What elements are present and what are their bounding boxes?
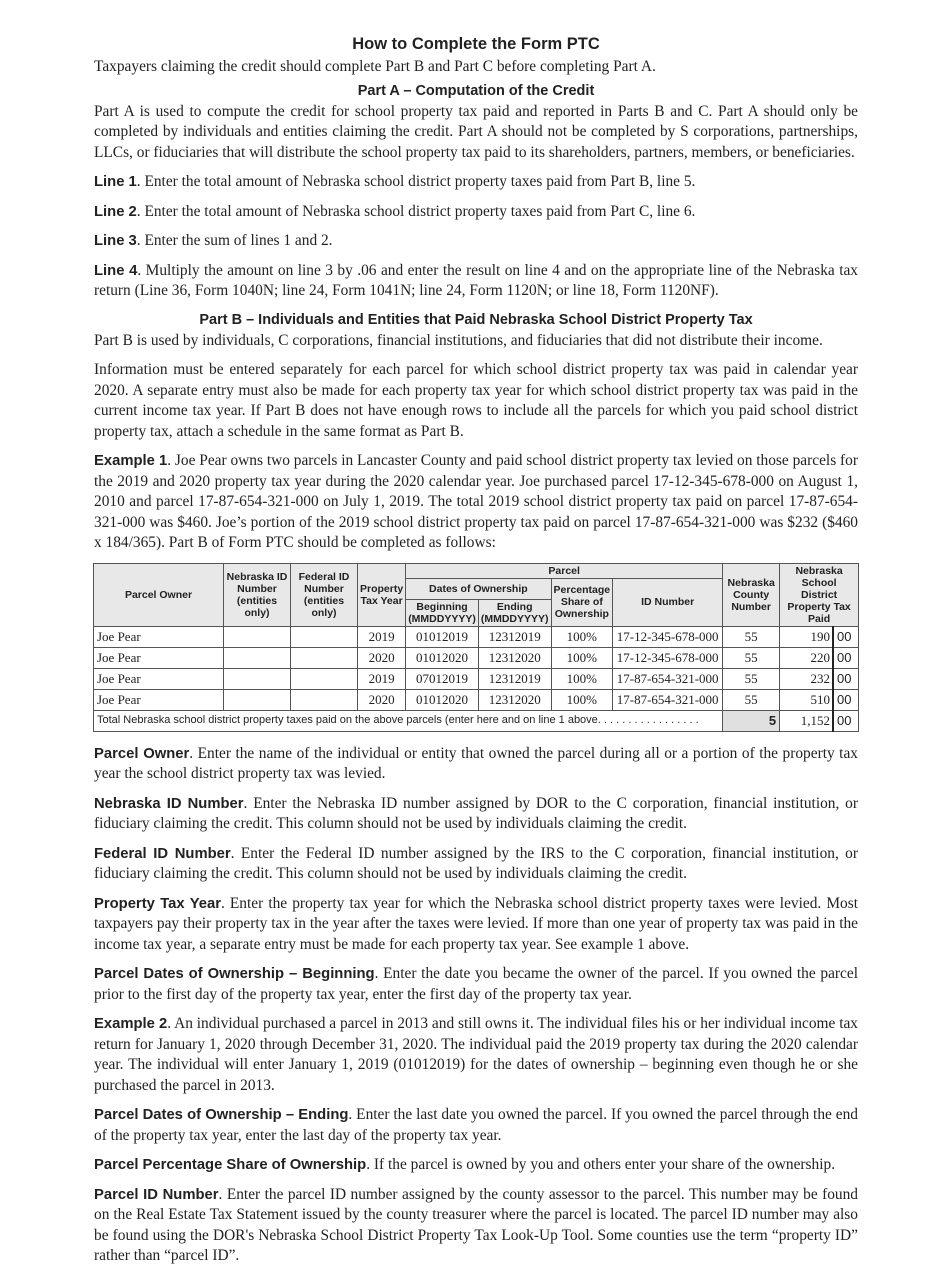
cell-amount: 190 bbox=[780, 626, 833, 647]
cell-ending: 12312020 bbox=[478, 647, 551, 668]
col-ending: Ending (MMDDYYYY) bbox=[478, 599, 551, 626]
part-b-p2: Information must be entered separately for each parcel for which school district property tax was paid in calendar year 2020. A separate entry must also be made for each property tax year for which school district property tax was paid in the current income tax year. If Part B does not have enough rows to include all the parcels for which you paid school district property tax, attach a schedule in the same format as Part B. bbox=[94, 361, 858, 440]
cell-nebraska-id bbox=[224, 689, 291, 710]
line-instruction-text: . Enter the total amount of Nebraska school district property taxes paid from Part C, line 6. bbox=[136, 202, 696, 220]
definition-text: . An individual purchased a parcel in 2013 and still owns it. The individual files his or her individual income tax return for January 1, 2020 through December 31, 2020. The individual paid the 2019 property tax during the 2020 calendar year. The individual will enter January 1, 2019 (01012019) for the dates of ownership – beginning even though he or she purchased the parcel in 2013. bbox=[94, 1015, 858, 1094]
cell-cents: 00 bbox=[833, 668, 859, 689]
line-instruction-lead: Line 4 bbox=[94, 262, 138, 279]
col-percentage-share: Percentage Share of Ownership bbox=[551, 578, 613, 626]
part-b-p1: Part B is used by individuals, C corporations, financial institutions, and fiduciaries that did not distribute their income. bbox=[94, 331, 823, 349]
cell-id-number: 17-12-345-678-000 bbox=[613, 626, 723, 647]
cell-percentage: 100% bbox=[551, 647, 613, 668]
col-property-tax-year: Property Tax Year bbox=[358, 563, 406, 626]
cell-amount: 510 bbox=[780, 689, 833, 710]
cell-id-number: 17-12-345-678-000 bbox=[613, 647, 723, 668]
line-instruction-lead: Line 1 bbox=[94, 174, 137, 190]
col-nebraska-id: Nebraska ID Number (entities only) bbox=[224, 563, 291, 626]
line-instruction bbox=[94, 172, 858, 193]
cell-ending: 12312019 bbox=[478, 626, 551, 647]
col-tax-paid: Nebraska School District Property Tax Paid bbox=[780, 563, 859, 626]
definition bbox=[94, 894, 858, 956]
definition bbox=[94, 1105, 858, 1146]
cell-year: 2020 bbox=[358, 647, 406, 668]
part-b-example-table bbox=[93, 563, 859, 732]
cell-ending: 12312020 bbox=[478, 689, 551, 710]
definition bbox=[94, 964, 858, 1005]
example-1 bbox=[94, 451, 858, 554]
definition-lead: Parcel Dates of Ownership – Beginning bbox=[94, 966, 375, 982]
col-parcel-owner: Parcel Owner bbox=[94, 563, 224, 626]
line-number: 5 bbox=[723, 710, 780, 731]
line-instruction bbox=[94, 231, 858, 252]
cell-county: 55 bbox=[723, 626, 780, 647]
cell-nebraska-id bbox=[224, 626, 291, 647]
cell-amount: 232 bbox=[780, 668, 833, 689]
line-instruction bbox=[94, 202, 858, 223]
definition-text: . Enter the property tax year for which the Nebraska school district property taxes were levied. Most taxpayers pay their property tax in the year after the taxes were levied. If more than one year of property tax was paid in the income tax year, a separate entry must be made for each property tax year. See example 1 above. bbox=[94, 894, 858, 953]
total-row bbox=[94, 710, 859, 731]
cell-id-number: 17-87-654-321-000 bbox=[613, 689, 723, 710]
cell-year: 2019 bbox=[358, 668, 406, 689]
part-a-heading: Part A – Computation of the Credit bbox=[357, 82, 595, 99]
cell-beginning: 01012019 bbox=[406, 626, 479, 647]
cell-nebraska-id bbox=[224, 647, 291, 668]
definition-text: . Enter the Nebraska ID number assigned by DOR to the C corporation, financial institution, or fiduciary claiming the credit. This column should not be used by individuals claiming the credit. bbox=[94, 794, 858, 832]
definition-text: . Enter the name of the individual or entity that owned the parcel during all or a portion of the property tax year the school district property tax was levied. bbox=[94, 744, 858, 782]
table-row bbox=[94, 626, 859, 647]
cell-county: 55 bbox=[723, 668, 780, 689]
table-row bbox=[94, 668, 859, 689]
cell-county: 55 bbox=[723, 647, 780, 668]
page-title: How to Complete the Form PTC bbox=[352, 35, 600, 53]
cell-federal-id bbox=[291, 668, 358, 689]
cell-cents: 00 bbox=[833, 689, 859, 710]
cell-cents: 00 bbox=[833, 647, 859, 668]
total-cents: 00 bbox=[833, 710, 859, 731]
definition-text: . Enter the date you became the owner of the parcel. If you owned the parcel prior to the first day of the property tax year, enter the first day of the property tax year. bbox=[94, 965, 858, 1003]
definition-text: . Enter the last date you owned the parcel. If you owned the parcel through the end of the property tax year, enter the last day of the property tax year. bbox=[94, 1106, 858, 1144]
cell-percentage: 100% bbox=[551, 626, 613, 647]
definition-text: . Enter the Federal ID number assigned by the IRS to the C corporation, financial institution, or fiduciary claiming the credit. This column should not be used by individuals claiming the credit. bbox=[94, 844, 859, 882]
cell-owner: Joe Pear bbox=[94, 668, 224, 689]
cell-percentage: 100% bbox=[551, 668, 613, 689]
definition-text: . Enter the parcel ID number assigned by the county assessor to the parcel. This number may be found on the Real Estate Tax Statement issued by the county treasurer where the parcel is located. The parcel ID number may also be found using the DOR's Nebraska School District Property Tax Look-Up Tool. Some counties use the term “property ID” rather than “parcel ID”. bbox=[94, 1185, 858, 1264]
table-row bbox=[94, 689, 859, 710]
line-instruction-text: . Enter the total amount of Nebraska school district property taxes paid from Part B, line 5. bbox=[136, 173, 696, 190]
col-beginning: Beginning (MMDDYYYY) bbox=[406, 599, 479, 626]
definition-lead: Nebraska ID Number bbox=[94, 795, 244, 812]
table-row bbox=[94, 647, 859, 668]
line-instruction-text: . Enter the sum of lines 1 and 2. bbox=[136, 232, 333, 249]
part-a-text: Part A is used to compute the credit for school property tax paid and reported in Parts B and C. Part A should only be completed by individuals and entities claiming the credit. Part A should not be completed by S corporations, partnerships, LLCs, or fiduciaries that will distribute the school property tax paid to its shareholders, partners, members, or beneficiaries. bbox=[94, 102, 858, 161]
cell-cents: 00 bbox=[833, 626, 859, 647]
definition-lead: Parcel Owner bbox=[94, 745, 190, 762]
total-label: Total Nebraska school district property taxes paid on the above parcels (enter here and on line 1 above. . . . . . . . . . . . . . . . . bbox=[94, 710, 723, 731]
definition bbox=[94, 1185, 858, 1267]
cell-year: 2020 bbox=[358, 689, 406, 710]
definition bbox=[94, 1155, 858, 1176]
line-instruction-lead: Line 2 bbox=[94, 203, 137, 220]
col-county-number: Nebraska County Number bbox=[723, 563, 780, 626]
cell-year: 2019 bbox=[358, 626, 406, 647]
cell-owner: Joe Pear bbox=[94, 647, 224, 668]
definition-text: . If the parcel is owned by you and others enter your share of the ownership. bbox=[366, 1156, 836, 1173]
definition-lead: Parcel ID Number bbox=[94, 1186, 219, 1203]
col-dates-of-ownership: Dates of Ownership bbox=[406, 578, 551, 599]
cell-owner: Joe Pear bbox=[94, 626, 224, 647]
definition-lead: Parcel Dates of Ownership – Ending bbox=[94, 1107, 349, 1123]
definition-lead: Property Tax Year bbox=[94, 895, 221, 912]
line-instruction-lead: Line 3 bbox=[94, 233, 137, 249]
cell-federal-id bbox=[291, 626, 358, 647]
example-1-lead: Example 1 bbox=[94, 453, 168, 469]
document-page bbox=[94, 34, 858, 1276]
line-instruction-text: . Multiply the amount on line 3 by .06 and enter the result on line 4 and on the appropriate line of the Nebraska tax return (Line 36, Form 1040N; line 24, Form 1041N; line 24, Form 1120N; or line 18, Form 1120NF). bbox=[94, 261, 859, 299]
cell-ending: 12312019 bbox=[478, 668, 551, 689]
part-b-heading: Part B – Individuals and Entities that Paid Nebraska School District Property Tax bbox=[199, 311, 753, 328]
cell-federal-id bbox=[291, 689, 358, 710]
cell-id-number: 17-87-654-321-000 bbox=[613, 668, 723, 689]
example-1-text: . Joe Pear owns two parcels in Lancaster County and paid school district property tax levied on those parcels for the 2019 and 2020 property tax year during the 2020 calendar year. Joe purchased parcel 17-12-345-678-000 on August 1, 2010 and parcel 17-87-654-321-000 on July 1, 2019. The total 2019 school district property tax paid on parcel 17-87-654-321-000 was $460. Joe’s portion of the 2019 school district property tax paid on parcel 17-87-654-321-000 was $232 ($460 x 184/365). Part B of Form PTC should be completed as follows: bbox=[94, 452, 858, 551]
cell-federal-id bbox=[291, 647, 358, 668]
col-id-number: ID Number bbox=[613, 578, 723, 626]
definition bbox=[94, 794, 858, 835]
definition bbox=[94, 1014, 858, 1096]
col-parcel: Parcel bbox=[406, 563, 723, 578]
intro: Taxpayers claiming the credit should complete Part B and Part C before completing Part A. bbox=[94, 58, 656, 75]
cell-nebraska-id bbox=[224, 668, 291, 689]
cell-beginning: 01012020 bbox=[406, 689, 479, 710]
cell-county: 55 bbox=[723, 689, 780, 710]
definition-lead: Federal ID Number bbox=[94, 845, 231, 862]
definition bbox=[94, 844, 858, 885]
definition bbox=[94, 744, 858, 785]
cell-amount: 220 bbox=[780, 647, 833, 668]
cell-percentage: 100% bbox=[551, 689, 613, 710]
definition-lead: Parcel Percentage Share of Ownership bbox=[94, 1157, 367, 1173]
line-instruction bbox=[94, 261, 858, 302]
cell-beginning: 07012019 bbox=[406, 668, 479, 689]
cell-beginning: 01012020 bbox=[406, 647, 479, 668]
cell-owner: Joe Pear bbox=[94, 689, 224, 710]
total-amount: 1,152 bbox=[780, 710, 833, 731]
col-federal-id: Federal ID Number (entities only) bbox=[291, 563, 358, 626]
definition-lead: Example 2 bbox=[94, 1016, 168, 1032]
